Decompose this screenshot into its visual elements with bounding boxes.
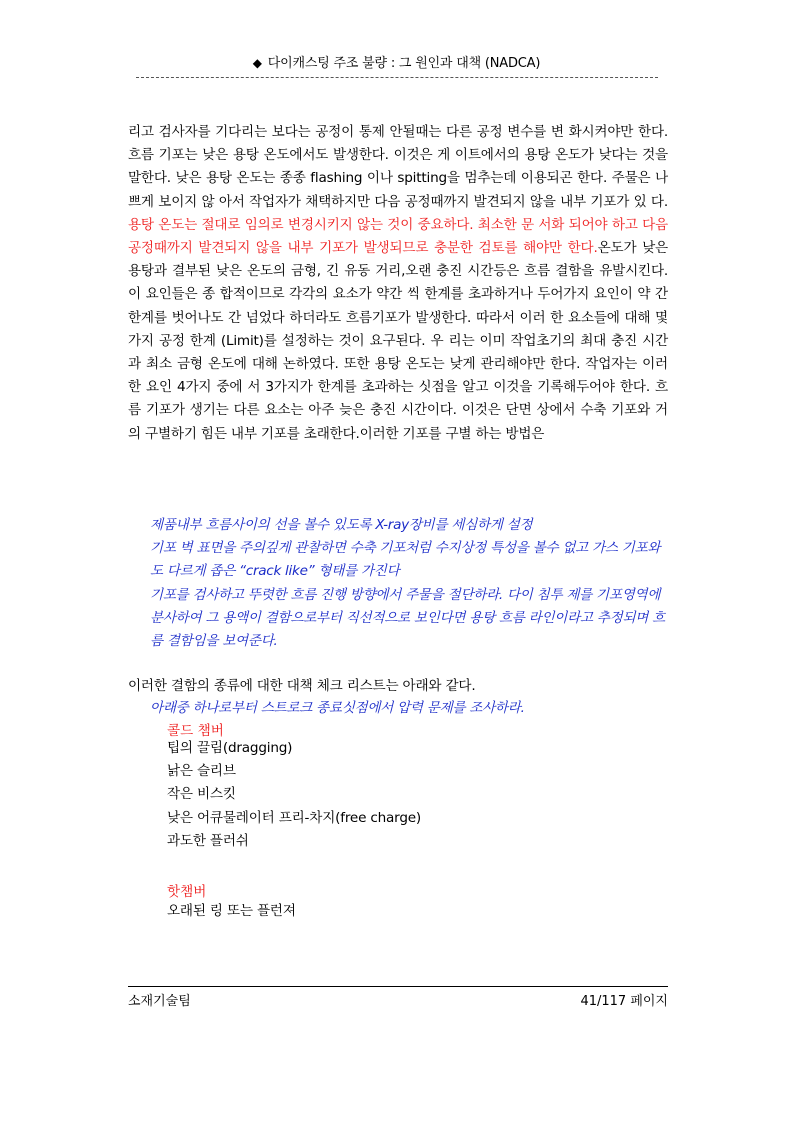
hot-chamber-title: 핫챔버	[167, 884, 207, 900]
method-note: 제품내부 흐름사이의 선을 볼수 있도록 X-ray장비를 세심하게 설정	[150, 517, 533, 533]
footer-divider	[128, 986, 668, 987]
list-item: 낡은 슬리브	[167, 763, 236, 780]
list-item: 과도한 플러쉬	[167, 832, 249, 849]
inspection-methods	[150, 514, 670, 653]
checklist-instruction: 아래중 하나로부터 스트로크 종료싯점에서 압력 문제를 조사하라.	[150, 700, 525, 716]
body-text-black: 리고 검사자를 기다리는 보다는 공정이 통제 안될때는 다른 공정 변수를 변 화시켜야만 한다. 흐름 기포는 낮은 용탕 온도에서도 발생한다. 이것은 게 이트에서의 용탕 온도가 낮다는 것을 말한다. 낮은 용탕 온도는 종종 flashing 이나 spitting을 멈추는데 이용되곤 한다. 주물은 나쁘게 보이지 않 아서 작업자가 채택하지만 다음 공정때까지 발견되지 않을 내부 기포가 있 다.	[128, 124, 668, 210]
diamond-bullet-icon: ◆	[252, 56, 262, 70]
header-divider	[136, 77, 658, 78]
page-header	[0, 52, 793, 71]
footer-department: 소재기술팀	[128, 994, 191, 1009]
list-item: 낮은 어큐물레이터 프리-차지(free charge)	[167, 809, 422, 826]
body-text-continued: 온도가 낮은 용탕과 결부된 낮은 온도의 금형, 긴 유동 거리,오랜 충진 시간등은 흐름 결함을 유발시킨다. 이 요인들은 종 합적이므로 각각의 요소가 약간 씩 한계를 초과하거나 두어가지 요인이 약 간 한계를 벗어나도 간 넘었다 하더라도 흐름기포가 발생한다. 따라서 이러 한 요소들에 대해 몇 가지 공정 한계 (Limit)를 설정하는 것이 요구된다. 우 리는 이미 작업초기의 최대 충진 시간과 최소 금형 온도에 대해 논하였다. 또한 용탕 온도는 낮게 관리해야만 한다. 작업자는 이러한 요인 4가지 중에 서 3가지가 한계를 초과하는 싯점을 알고 이것을 기록해두어야 한다. 흐름 기포가 생기는 다른 요소는 아주 늦은 충진 시간이다. 이것은 단면 상에서 수축 기포와 거의 구별하기 힘든 내부 기포를 초래한다.이러한 기포를 구별 하는 방법은	[128, 240, 668, 442]
body-paragraph	[128, 121, 668, 446]
method-note: 기포를 검사하고 뚜렷한 흐름 진행 방향에서 주물을 절단하라. 다이 침투 제를 기포영역에 분사하여 그 용액이 결함으로부터 직선적으로 보인다면 용탕 흐름 라인이라고 추정되며 흐름 결함임을 보여준다.	[150, 586, 665, 650]
page-number: 41/117 페이지	[580, 994, 668, 1009]
cold-chamber-title: 콜드 챔버	[167, 723, 224, 739]
list-item: 오래된 링 또는 플런져	[167, 903, 296, 919]
list-item: 팁의 끌림(dragging)	[167, 740, 293, 756]
cold-chamber-list	[167, 737, 421, 853]
method-note: 기포 벽 표면을 주의깊게 관찰하면 수축 기포처럼 수지상정 특성을 볼수 없고 가스 기포와도 다르게 좁은 “crack like” 형태를 가진다	[150, 540, 661, 580]
header-title: 다이캐스팅 주조 불량 : 그 원인과 대책 (NADCA)	[267, 56, 541, 71]
checklist-intro: 이러한 결함의 종류에 대한 대책 체크 리스트는 아래와 같다.	[128, 678, 476, 694]
hot-chamber-list	[167, 900, 296, 923]
list-item: 작은 비스킷	[167, 786, 236, 803]
body-text-red-warning: 용탕 온도는 절대로 임의로 변경시키지 않는 것이 중요하다. 최소한 문 서화 되어야 하고 다음 공정때까지 발견되지 않을 내부 기포가 발생되므로 충분한 검토를 해야만 한다.	[128, 216, 668, 257]
